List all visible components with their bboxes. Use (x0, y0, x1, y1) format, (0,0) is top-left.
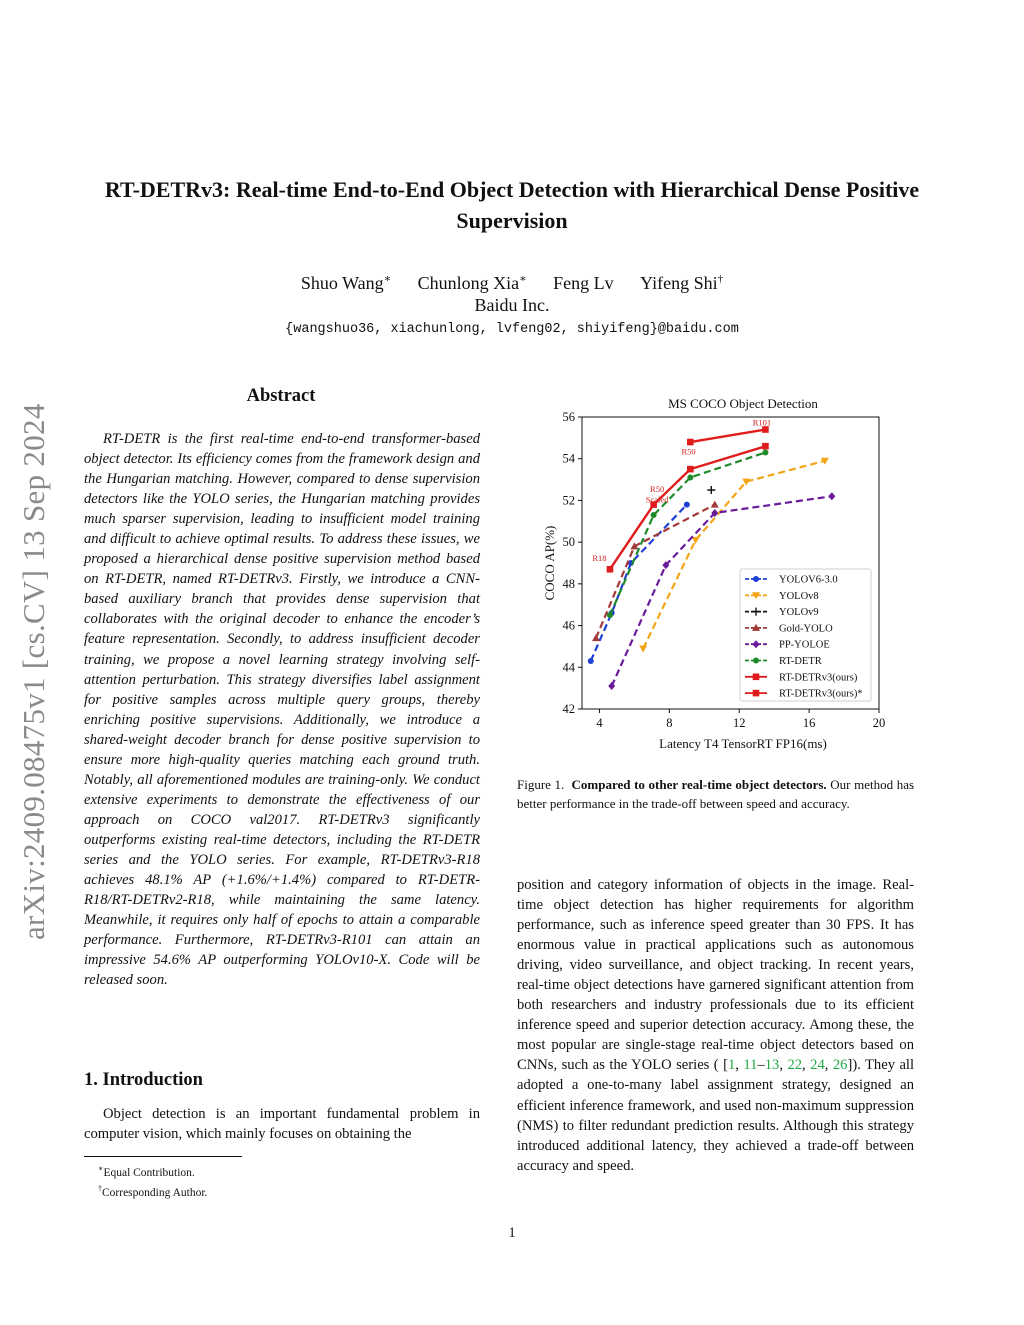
author: Shuo Wang∗ (300, 273, 392, 293)
data-point (607, 566, 614, 573)
series-rt-detrv3-ours- (687, 426, 769, 445)
introduction-body (84, 1104, 480, 1144)
page-number: 1 (508, 1225, 516, 1241)
author-list (60, 272, 964, 294)
data-point (762, 449, 768, 455)
chart-annotation: R50 (650, 484, 665, 495)
x-tick-label: 16 (802, 716, 816, 730)
author: Chunlong Xia∗ (417, 273, 527, 293)
y-tick-label: 46 (562, 618, 575, 633)
y-tick-label: 48 (562, 576, 575, 591)
author: Feng Lv (553, 273, 614, 293)
legend-label: YOLOv9 (779, 607, 819, 619)
data-point (711, 501, 719, 508)
data-point (684, 502, 690, 508)
right-column-body: position and category information of objects in the image. Real-time object detection has higher requirements for algorithm performance, such as inference speed greater than 30 FPS. It has enormous value in practical applications such as autonomous driving, video surveillance, and object tracking. In recent years, real-time object detections have garnered significant attention from both researchers and industry professionals due to its efficient inference speed and superior detection accuracy. Among these, the most popular are single-stage real-time object detectors based on CNNs, such as the YOLO series ( [1, 11–13, 22, 24, 26]). They all adopted a one-to-many label assignment strategy, designed an efficient inference framework, and used non-maximum suppression (NMS) to filter redundant prediction results. Although this strategy introduced additional latency, they achieved a trade-off between accuracy and speed. (517, 877, 915, 1174)
chart-annotation: Scaled (645, 494, 669, 505)
x-tick-label: 4 (596, 716, 603, 730)
data-point (687, 439, 694, 446)
x-axis-label: Latency T4 TensorRT FP16(ms) (659, 736, 827, 751)
series-yolov9 (707, 486, 715, 494)
data-point (651, 512, 657, 518)
y-tick-label: 42 (562, 702, 575, 716)
citation-link[interactable]: 22 (787, 1057, 803, 1074)
citation-link[interactable]: 11 (743, 1057, 758, 1074)
figure-caption (517, 776, 914, 813)
series-line (690, 430, 765, 443)
legend-label: Gold-YOLO (779, 623, 833, 635)
caption-text: Our method has better performance in the trade-off between speed and accuracy. (517, 777, 915, 811)
figure-1-chart (534, 392, 904, 762)
arxiv-identifier: arXiv:2409.08475v1 [cs.CV] 13 Sep 2024 (16, 403, 51, 940)
legend-label: RT-DETRv3(ours)* (779, 688, 863, 700)
legend-label: YOLOv8 (779, 590, 819, 602)
citation-link[interactable]: 26 (832, 1057, 848, 1074)
chart-title: MS COCO Object Detection (668, 396, 818, 411)
data-point (592, 634, 600, 641)
abstract-text: RT-DETR is the first real-time end-to-end transformer-based object detector. Its efficiency comes from the framework design and the Hungarian matching. However, compared to dense supervision detectors like the YOLO series, the Hungarian matching provides much sparser supervision, leading to insufficient model training and difficult to achieve optimal results. To address these issues, we proposed a hierarchical dense positive supervision method based on RT-DETR, named RT-DETRv3. Firstly, we introduce a CNN-based auxiliary branch that provides dense supervision that collaborates with the original decoder to enhance the encoder’s feature representation. Secondly, to address insufficient decoder training, we propose a novel learning strategy involving self-attention perturbation. This strategy diversifies label assignment for positive samples across multiple query groups, thereby enriching positive supervisions. Additionally, we introduce a shared-weight decoder branch for dense positive supervision to ensure more high-quality queries matching each ground truth. Notably, all aforementioned modules are training-only. We conduct extensive experiments to demonstrate the effectiveness of our approach on COCO val2017. RT-DETRv3 significantly outperforms existing real-time detectors, including the RT-DETR series and the YOLO series. For example, RT-DETRv3-R18 achieves 48.1% AP (+1.6%/+1.4%) compared to RT-DETR-R18/RT-DETRv2-R18, while maintaining the same latency. Meanwhile, it requires only half of epochs to attain a comparable performance. Furthermore, RT-DETRv3-R101 can attain an impressive 54.6% AP outperforming YOLOv10-X. Code will be released soon. (84, 431, 480, 989)
abstract-heading: Abstract (246, 386, 316, 406)
x-tick-label: 12 (732, 716, 746, 730)
data-point (687, 474, 693, 480)
x-tick-label: 20 (872, 716, 886, 730)
caption-bold: Compared to other real-time object detectors. (571, 777, 827, 792)
footnote-rule (84, 1156, 242, 1157)
data-point (687, 466, 694, 473)
data-point (707, 486, 715, 494)
y-axis-label: COCO AP(%) (542, 525, 557, 601)
chart-annotation: R50 (681, 446, 696, 457)
footnote-equal: ∗Equal Contribution. (98, 1164, 195, 1179)
author: Yifeng Shi† (640, 273, 724, 293)
citation-link[interactable]: 13 (764, 1057, 780, 1074)
citation-link[interactable]: 1 (727, 1057, 736, 1074)
y-tick-label: 52 (562, 493, 575, 508)
author-emails: {wangshuo36, xiachunlong, lvfeng02, shiyifeng}@baidu.com (285, 322, 739, 337)
y-tick-label: 56 (562, 410, 575, 424)
caption-label: Figure 1. (517, 777, 565, 792)
data-point (753, 690, 760, 697)
legend-label: RT-DETR (779, 656, 822, 667)
legend-label: YOLOV6-3.0 (779, 574, 838, 586)
section-heading-introduction: 1. Introduction (84, 1070, 203, 1090)
x-tick-label: 8 (666, 716, 673, 730)
footnote-corresponding: †Corresponding Author. (98, 1184, 208, 1200)
introduction-text: Object detection is an important fundamental problem in computer vision, which mainly focuses on obtaining the (84, 1106, 480, 1142)
data-point (762, 443, 769, 450)
data-point (639, 646, 647, 653)
data-point (753, 674, 760, 681)
legend-label: PP-YOLOE (779, 639, 830, 651)
affiliation: Baidu Inc. (474, 295, 550, 315)
data-point (828, 492, 835, 500)
paper-title: RT-DETRv3: Real-time End-to-End Object Detection with Hierarchical Dense Positive Supervision (104, 177, 920, 233)
y-tick-label: 54 (562, 451, 575, 466)
data-point (692, 537, 700, 544)
chart-annotation: R101 (752, 417, 772, 428)
y-tick-label: 44 (562, 660, 575, 675)
y-tick-label: 50 (562, 535, 575, 550)
data-point (753, 658, 759, 664)
citation-link[interactable]: 24 (810, 1057, 825, 1074)
data-point (607, 612, 613, 618)
abstract-body (84, 429, 480, 990)
data-point (588, 658, 594, 664)
data-point (753, 576, 759, 582)
chart-annotation: R18 (592, 552, 607, 563)
series-line (596, 505, 715, 638)
legend-label: RT-DETRv3(ours) (779, 672, 858, 684)
footnotes (98, 1161, 207, 1202)
